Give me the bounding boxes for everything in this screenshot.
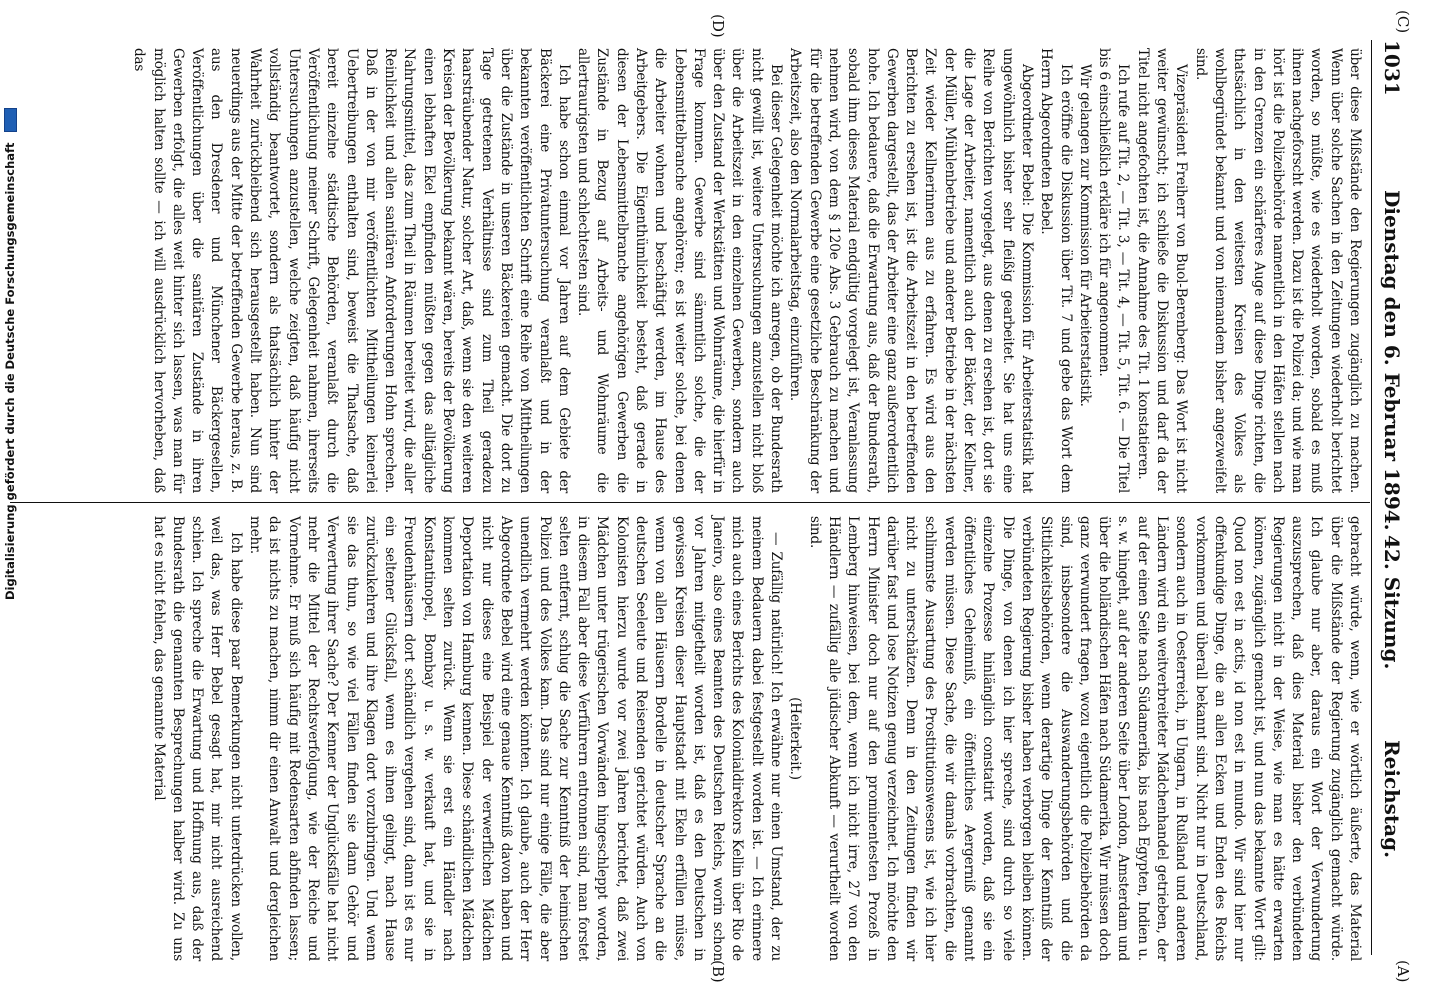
paragraph: Ich habe schon einmal vor Jahren auf dem Gebiete der Bäckerei eine Privatuntersuchung veranlaßt und in der bekannten veröffentlichten Schrift eine Reihe von Mittheilungen über die Zustände in unseren Bäckereien gemacht. Die dort zu Tage getretenen Verhältnisse sind zum Theil geradezu haarsträubender Natur, solcher Art, daß, wenn sie den weiteren Kreisen der Bevölkerung bekannt wären, bereits der Bevölkerung einen lebhaften Ekel empfinden müßten gegen das alltägliche Nahrungsmittel, das zum Theil in Räumen bereitet wird, die aller Reinlichkeit und allen sanitären Anforderungen Hohn sprechen. Daß in der von mir veröffentlichten Mittheilungen keinerlei Uebertreibungen enthalten sind, beweist die Thatsache, daß bereit einzelne städtische Behörden, veranlaßt durch die Veröffentlichung meiner Schrift, Gelegenheit nahmen, ihrerseits Untersuchungen anzustellen, welche zeigten, daß häufig nicht vollständig beantwortet, sondern als thatsächlich hinter der Wahrheit zurückbleibend sich herausgestellt haben. Nun sind neuerdings aus der Mitte der betreffenden Gewerbe heraus, z. B. aus den Dresdener und Münchener Bäckergesellen, Veröffentlichungen über die sanitären Zustände in ihren Gewerben erfolgt, die alles weit hinter sich lassen, was man für möglich halten sollte — ich will ausdrücklich hervorheben, daß das [131,48,572,493]
margin-mark-c: (C) [1394,10,1412,34]
digitization-credit [3,0,19,600]
page-number: 1031 [1380,40,1404,96]
column-right [148,516,1364,961]
interjection: (Heiterkeit.) [787,697,804,780]
paragraph: über diese Mißstände den Regierungen zugänglich zu machen. Wenn über solche Sachen in den Zeitungen wiederholt berichtet worden, so müßte, wie es wiederholt worden, sobald es muß ihnen nachgeforscht werden. Dazu ist die Polizei da; und wie man hört ist die Polizeibehörde namentlich in den Häfen stellen nach in den Grenzen ein schärferes Auge auf diese Dinge richten, die thatsächlich in den weitesten Kreisen des Volkes als wohlbegründet bekannt und von niemandem bisher angezweifelt sind. [1192,48,1363,493]
header-session: 42. Sitzung. [1380,535,1404,670]
paragraph: gebracht würde, wenn, wie er wörtlich äußerte, das Material über die Mißstände der Regierung zugänglich gemacht würde. Ich glaube nur aber, daraus ein Wort der Verwunderung auszusprechen, daß dies Material bisher den verbündeten Regierungen nicht in der Weise, wie man es hätte erwarten können, zugänglich gemacht ist, und nun das bekannte Wort gilt: Quod non est in actis, id non est in mundo. Wir sind hier nur offenkundige Dinge, die an allen Ecken und Enden des Reichs vorkommen und überall bekannt sind. Nicht nur in Deutschland, sondern auch in Oesterreich, in Ungarn, in Rußland und anderen Ländern wird ein weitverbreiteter Mädchenhandel getrieben, der auf der einen Seite nach Südamerika, bis nach Egypten, Indien u. s. w. hingeht, auf der anderen Seite über London, Amsterdam und über die holländischen Häfen nach Südamerika. Wir müssen doch ganz verwundert fragen, wozu eigentlich die Polizeibehörden da sind, insbesondere die Auswanderungsbehörden und die Sittlichkeitsbehörden, wenn derartige Dinge der Kenntniß der verbündeten Regierung bisher haben verborgen bleiben können. Die Dinge, von denen ich hier spreche, sind durch so viele einzelne Prozesse hinlänglich constatirt worden, daß sie ein öffentliches Geheimniß, ein öffentliches Aergerniß genannt werden müssen. Diese Sache, die wir damals vorbrachten, die schlimmste Ausartung des Prostitutionswesens ist, wie ich hier nicht zu unterschätzen. Denn in den Zeitungen finden wir darüber fast und lose Notizen genug verzeichnet. Ich möchte den Herrn Minister doch nur auf den prominentesten Prozeß in Lemberg hinweisen, bei dem, wenn ich nicht irre, 27 von den Händlern — zufällig alle jüdischer Abkunft — verurtheilt worden sind. [806,516,1363,961]
dfg-logo-icon [4,108,17,132]
column-divider [10,502,1370,503]
paragraph: Wir gelangen zur Kommission für Arbeiterstatistik. [1076,64,1093,407]
header-date: Dienstag den 6. Februar 1894. [1380,190,1404,531]
margin-mark-a: (A) [1394,960,1412,983]
header-rule [1371,40,1372,955]
column-left [129,48,1364,493]
paragraph: Ich habe diese paar Bemerkungen nicht unterdrücken wollen, weil das, was Herr Bebel gesagt hat, mir nicht ausreichend schien. Ich spreche die Erwartung und Hoffnung aus, daß der Bundesrath die genannten Besprechungen halber wird. Zu uns hat es nicht fehlen, das genannte Material [150,516,244,961]
paragraph: Vizepräsident Freiherr von Buol-Berenberg: Das Wort ist nicht weiter gewünscht; ich schließe die Diskussion und darf da der Titel nicht angefochten ist, die Annahme des Tit. 1 konstatieren. [1134,48,1190,493]
paragraph: Ich rufe auf Tit. 2, — Tit. 3, — Tit. 4, — Tit. 5, Tit. 6. — Die Titel bis 6 einschließlich erkläre ich für angenommen. [1096,48,1132,493]
margin-mark-b: (B) [709,960,727,983]
credit-text: Digitalisierung gefördert durch die Deutsche Forschungsgemeinschaft [3,142,17,600]
paragraph: Abgeordneter Bebel: Die Kommission für Arbeiterstatistik hat ungewöhnlich bisher sehr fleißig gearbeitet. Sie hat uns eine Reihe von Berichten vorgelegt, aus denen zu ersehen ist, dort sie die Lage der Arbeiter, namentlich auch der Bäcker, der Kellner, der Müller, Mühlenbetriebe und anderer Betriebe in der nächsten Zeit wieder Kellnerinnen aus zu erfahren. Es wird aus den Berichten zu ersehen ist, ist die Arbeitszeit in den betreffenden Gewerben dargestellt, das der Arbeiter eine ganz außerordentlich hohe. Ich bedauere, daß die Erwartung aus, daß der Bundesrath, sobald ihm dieses Material endgültig vorgelegt ist, Veranlassung nehmen wird, von dem § 120e Abs. 3 Gebrauch zu machen und für die betreffenden Gewerbe eine gesetzliche Beschränkung der Arbeitszeit, also den Normalarbeitstag, einzuführen. [787,48,1035,493]
paragraph: — Zufällig natürlich! Ich erwähne nur einen Umstand, der zu meinem Bedauern dabei festgestellt worden ist. — Ich erinnere mich auch eines Berichts des Kolonialdirektors Kellin über Rio de Janeiro, also eines Beamten des Deutschen Reichs, worin schon vor Jahren mitgetheilt worden ist, daß es den Deutschen in gewissen Kreisen dieser Hauptstadt mit Ekeln erfüllen müsse, wenn von allen Häusern Bordelle in deutscher Sprache an die deutschen Seeleute und Reisenden gerichtet würden. Auch von Kolonisten hierzu wurde vor zwei Jahren berichtet, daß zwei Mädchen unter trügerischen Vorwänden hingeschleppt worden, in diesem Fall aber diese Verführern entronnen sind, man forstet selten entfernt, schlug die Sache zur Kenntniß der heimischen Polizei und des Volkes kam. Das sind nur einige Fälle, die aber unendlich vermehrt werden könnten. Ich glaube, auch der Herr Abgeordnete Bebel wird eine genaue Kenntniß davon haben und nicht nur dieses eine Beispiel der verwerflichen Mädchen Deportation von Hamburg kennen. Diese schändlichen Mädchen kommen selten zurück. Wenn sie erst ein Händler nach Konstantinopel, Bombay u. s. w. verkauft hat, und sie in Freudenhäusern dort schändlich vergehen sind, dann ist es nur ein seltener Glücksfall, wenn es ihnen gelingt, nach Hause zurückzukehren und ihre Klagen dort vorzubringen. Und wenn sie das thun, so wie viel Fällen finden sie dann Gehör und Verwertung ihrer Sache? Der Kenner der Unglücksfälle hat nicht mehr die Mittel der Rechtsverfolgung, wie der Reiche und Vornehme. Er muß sich häufig mit Redensarten abfinden lassen; da ist nichts zu machen, nimm dir einen Anwalt und dergleichen mehr. [247,516,785,961]
page-header [1374,40,1404,955]
margin-mark-d: (D) [709,14,727,38]
header-body: Reichstag. [1380,740,1404,859]
paragraph: Bei dieser Gelegenheit möchte ich anregen, ob der Bundesrath nicht gewillt ist, weitere Untersuchungen anzustellen nicht bloß über die Arbeitszeit in den einzelnen Gewerben, sondern auch über den Zustand der Werkstätten und Wohnräume, die hierfür in Frage kommen. Gewerbe sind sämmtlich solche, die der Lebensmittelbranche angehören; es ist weiter solche, bei denen die Arbeiter wohnen und beschäftigt werden, im Hause des Arbeitgebers. Die Eigenthümlichkeit besteht, daß gerade in diesen der Lebensmittelbranche angehörigen Gewerben die Zustände in Bezug auf Arbeits- und Wohnräume die allertraurigsten und schlechtesten sind. [575,48,785,493]
paragraph: Ich eröffne die Diskussion über Tit. 7 und gebe das Wort dem Herrn Abgeordneten Bebel. [1038,48,1074,493]
